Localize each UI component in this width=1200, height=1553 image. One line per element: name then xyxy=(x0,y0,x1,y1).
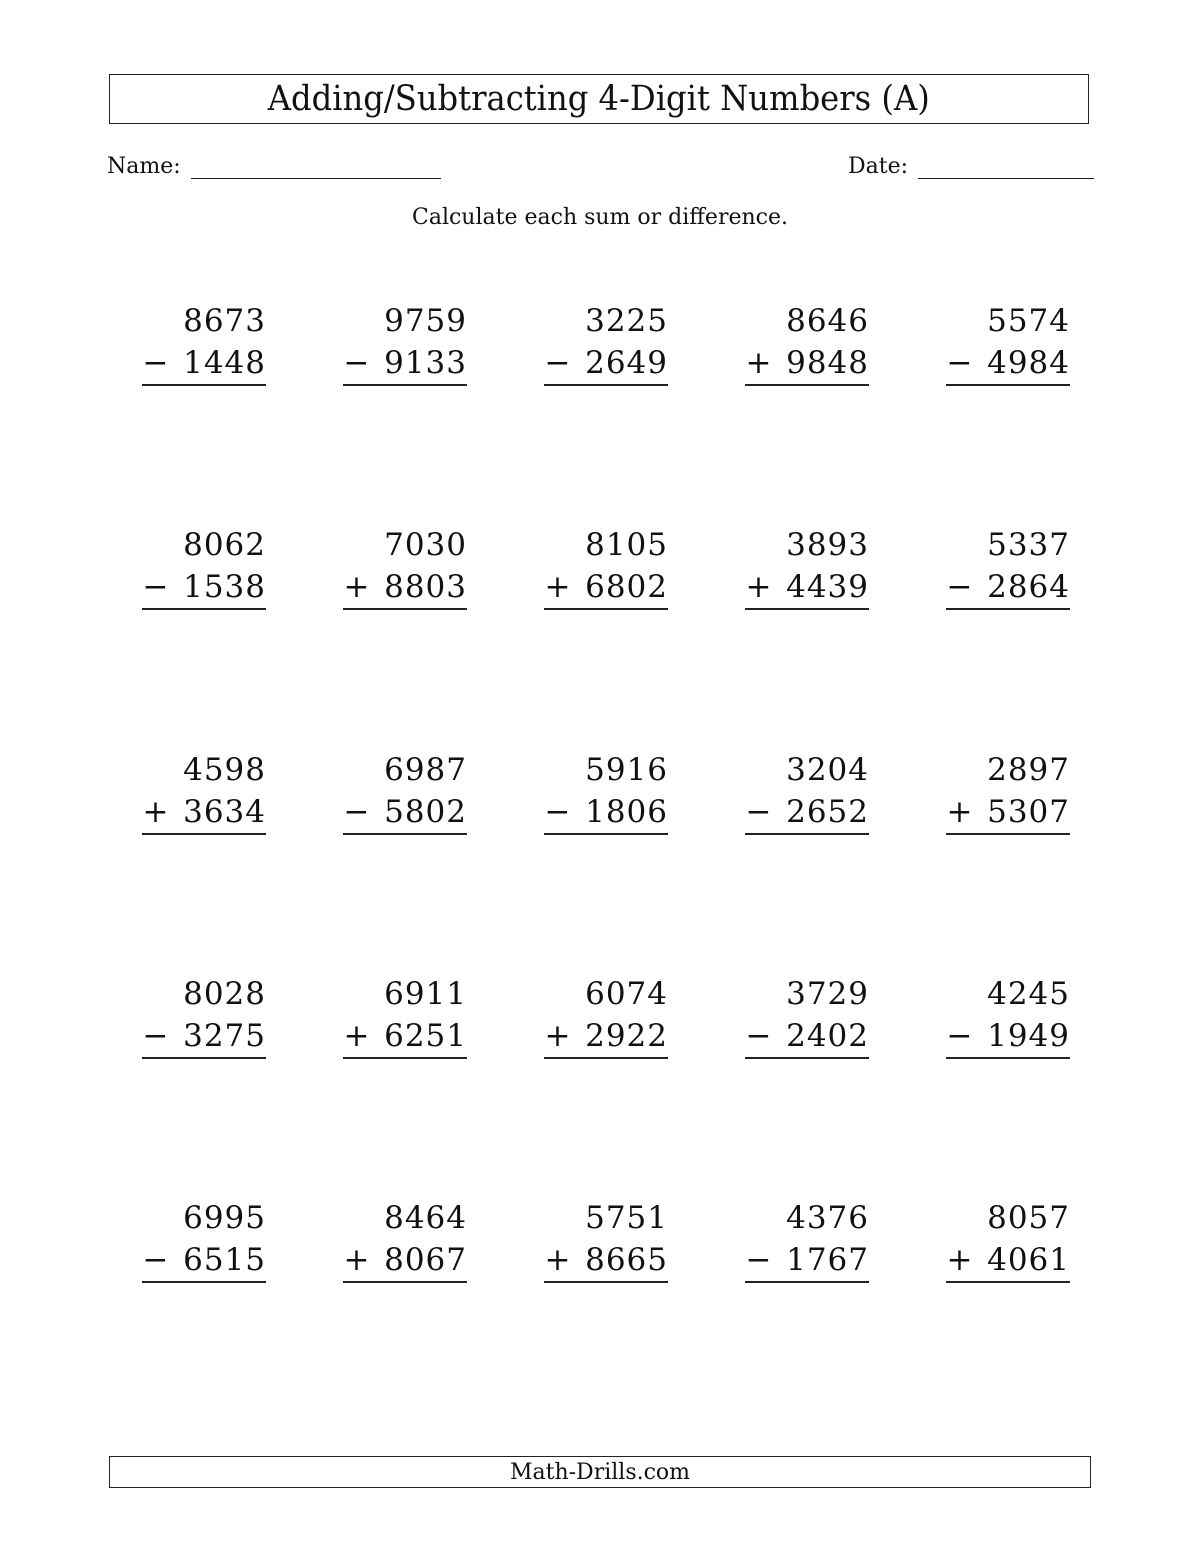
problem-bottom-number: 4439 xyxy=(786,569,869,605)
problem-top-number: 3225 xyxy=(585,303,668,339)
problem-bottom-row xyxy=(142,1015,266,1059)
problem-top-number: 4376 xyxy=(786,1200,869,1236)
date-field[interactable] xyxy=(918,150,1094,179)
name-field[interactable] xyxy=(191,150,441,179)
problem xyxy=(745,749,869,835)
problem-bottom-row xyxy=(544,1015,668,1059)
problem xyxy=(745,973,869,1059)
problem-bottom-row xyxy=(343,342,467,386)
operator-sign: + xyxy=(544,569,572,605)
problem-bottom-number: 1538 xyxy=(183,569,266,605)
operator-sign: + xyxy=(946,794,974,830)
problem-bottom-row xyxy=(946,566,1070,610)
page-title: Adding/Subtracting 4-Digit Numbers (A) xyxy=(268,78,930,119)
operator-sign: + xyxy=(745,345,773,381)
problem-bottom-number: 5307 xyxy=(987,794,1070,830)
problem-bottom-number: 3275 xyxy=(183,1018,266,1054)
problem xyxy=(142,300,266,386)
problem-bottom-row xyxy=(544,791,668,835)
operator-sign: − xyxy=(343,794,371,830)
problem-top-number: 9759 xyxy=(384,303,467,339)
problem-bottom-row xyxy=(946,791,1070,835)
problem-top-number: 6987 xyxy=(384,752,467,788)
problem-bottom-row xyxy=(946,1239,1070,1283)
problem-top-number: 5574 xyxy=(987,303,1070,339)
problem xyxy=(142,524,266,610)
problem xyxy=(343,973,467,1059)
problem-bottom-number: 1949 xyxy=(987,1018,1070,1054)
problem xyxy=(544,524,668,610)
problem-bottom-row xyxy=(142,566,266,610)
problem xyxy=(142,973,266,1059)
problem-top-number: 5337 xyxy=(987,527,1070,563)
operator-sign: + xyxy=(142,794,170,830)
problem-top-number: 5751 xyxy=(585,1200,668,1236)
problem xyxy=(343,1197,467,1283)
operator-sign: − xyxy=(946,345,974,381)
problem xyxy=(544,973,668,1059)
problem-top-number: 8673 xyxy=(183,303,266,339)
operator-sign: − xyxy=(946,569,974,605)
problem xyxy=(544,300,668,386)
problem-bottom-row xyxy=(544,342,668,386)
problem-bottom-row xyxy=(946,1015,1070,1059)
problem xyxy=(946,749,1070,835)
problem-bottom-number: 1767 xyxy=(786,1242,869,1278)
problem-bottom-row xyxy=(745,342,869,386)
name-label: Name: xyxy=(107,154,181,179)
problem-bottom-row xyxy=(142,342,266,386)
problem-top-number: 8028 xyxy=(183,976,266,1012)
problem xyxy=(745,1197,869,1283)
problem-bottom-number: 6802 xyxy=(585,569,668,605)
problem-top-number: 4245 xyxy=(987,976,1070,1012)
problem xyxy=(343,749,467,835)
problem-top-number: 8105 xyxy=(585,527,668,563)
date-field-row xyxy=(848,150,1094,179)
operator-sign: − xyxy=(544,794,572,830)
problem-bottom-number: 4984 xyxy=(987,345,1070,381)
problem-top-number: 8464 xyxy=(384,1200,467,1236)
problem-bottom-row xyxy=(745,1015,869,1059)
problem-top-number: 8062 xyxy=(183,527,266,563)
instructions: Calculate each sum or difference. xyxy=(412,205,788,230)
problem-bottom-number: 6515 xyxy=(183,1242,266,1278)
problem-bottom-row xyxy=(343,1239,467,1283)
problem-top-number: 3729 xyxy=(786,976,869,1012)
problem-bottom-number: 6251 xyxy=(384,1018,467,1054)
problem-bottom-number: 5802 xyxy=(384,794,467,830)
problem-bottom-row xyxy=(745,1239,869,1283)
operator-sign: − xyxy=(343,345,371,381)
problem xyxy=(343,524,467,610)
problem-bottom-number: 2402 xyxy=(786,1018,869,1054)
problem-bottom-number: 2922 xyxy=(585,1018,668,1054)
problem-bottom-number: 2649 xyxy=(585,345,668,381)
problem xyxy=(946,524,1070,610)
problem-bottom-row xyxy=(544,566,668,610)
problem-bottom-row xyxy=(142,1239,266,1283)
problem-bottom-number: 2864 xyxy=(987,569,1070,605)
problem-bottom-number: 8803 xyxy=(384,569,467,605)
name-field-row xyxy=(107,150,441,179)
problem-top-number: 2897 xyxy=(987,752,1070,788)
operator-sign: + xyxy=(745,569,773,605)
problem-bottom-number: 3634 xyxy=(183,794,266,830)
problem-top-number: 6911 xyxy=(384,976,467,1012)
problem-bottom-row xyxy=(343,1015,467,1059)
problem-bottom-row xyxy=(544,1239,668,1283)
problem xyxy=(946,973,1070,1059)
operator-sign: − xyxy=(142,345,170,381)
problem-bottom-number: 2652 xyxy=(786,794,869,830)
problem-bottom-number: 8067 xyxy=(384,1242,467,1278)
operator-sign: − xyxy=(745,1242,773,1278)
operator-sign: + xyxy=(343,1018,371,1054)
operator-sign: − xyxy=(142,1018,170,1054)
operator-sign: + xyxy=(544,1242,572,1278)
operator-sign: − xyxy=(142,569,170,605)
problem xyxy=(745,524,869,610)
problem-top-number: 6074 xyxy=(585,976,668,1012)
problem-top-number: 4598 xyxy=(183,752,266,788)
problem-top-number: 5916 xyxy=(585,752,668,788)
problem xyxy=(343,300,467,386)
problem-bottom-row xyxy=(142,791,266,835)
footer-text: Math-Drills.com xyxy=(509,1459,691,1485)
date-label: Date: xyxy=(848,154,909,179)
problem xyxy=(142,1197,266,1283)
operator-sign: − xyxy=(946,1018,974,1054)
problem-bottom-number: 9133 xyxy=(384,345,467,381)
problem xyxy=(946,300,1070,386)
problem-bottom-row xyxy=(343,791,467,835)
problem xyxy=(544,749,668,835)
problem-top-number: 8057 xyxy=(987,1200,1070,1236)
title-box xyxy=(109,74,1089,124)
problem-top-number: 7030 xyxy=(384,527,467,563)
operator-sign: + xyxy=(343,1242,371,1278)
operator-sign: − xyxy=(142,1242,170,1278)
operator-sign: − xyxy=(745,794,773,830)
problem-bottom-number: 4061 xyxy=(987,1242,1070,1278)
problem xyxy=(946,1197,1070,1283)
problem-bottom-row xyxy=(745,791,869,835)
operator-sign: + xyxy=(343,569,371,605)
footer-box xyxy=(109,1456,1091,1488)
problem xyxy=(544,1197,668,1283)
operator-sign: − xyxy=(745,1018,773,1054)
problem xyxy=(142,749,266,835)
problem-bottom-row xyxy=(343,566,467,610)
problem-top-number: 3204 xyxy=(786,752,869,788)
problem-bottom-number: 1448 xyxy=(183,345,266,381)
problem xyxy=(745,300,869,386)
problem-bottom-number: 8665 xyxy=(585,1242,668,1278)
problem-bottom-number: 1806 xyxy=(585,794,668,830)
problem-bottom-row xyxy=(745,566,869,610)
problem-bottom-row xyxy=(946,342,1070,386)
problem-top-number: 3893 xyxy=(786,527,869,563)
problem-top-number: 8646 xyxy=(786,303,869,339)
operator-sign: + xyxy=(946,1242,974,1278)
problem-top-number: 6995 xyxy=(183,1200,266,1236)
operator-sign: − xyxy=(544,345,572,381)
operator-sign: + xyxy=(544,1018,572,1054)
problem-bottom-number: 9848 xyxy=(786,345,869,381)
